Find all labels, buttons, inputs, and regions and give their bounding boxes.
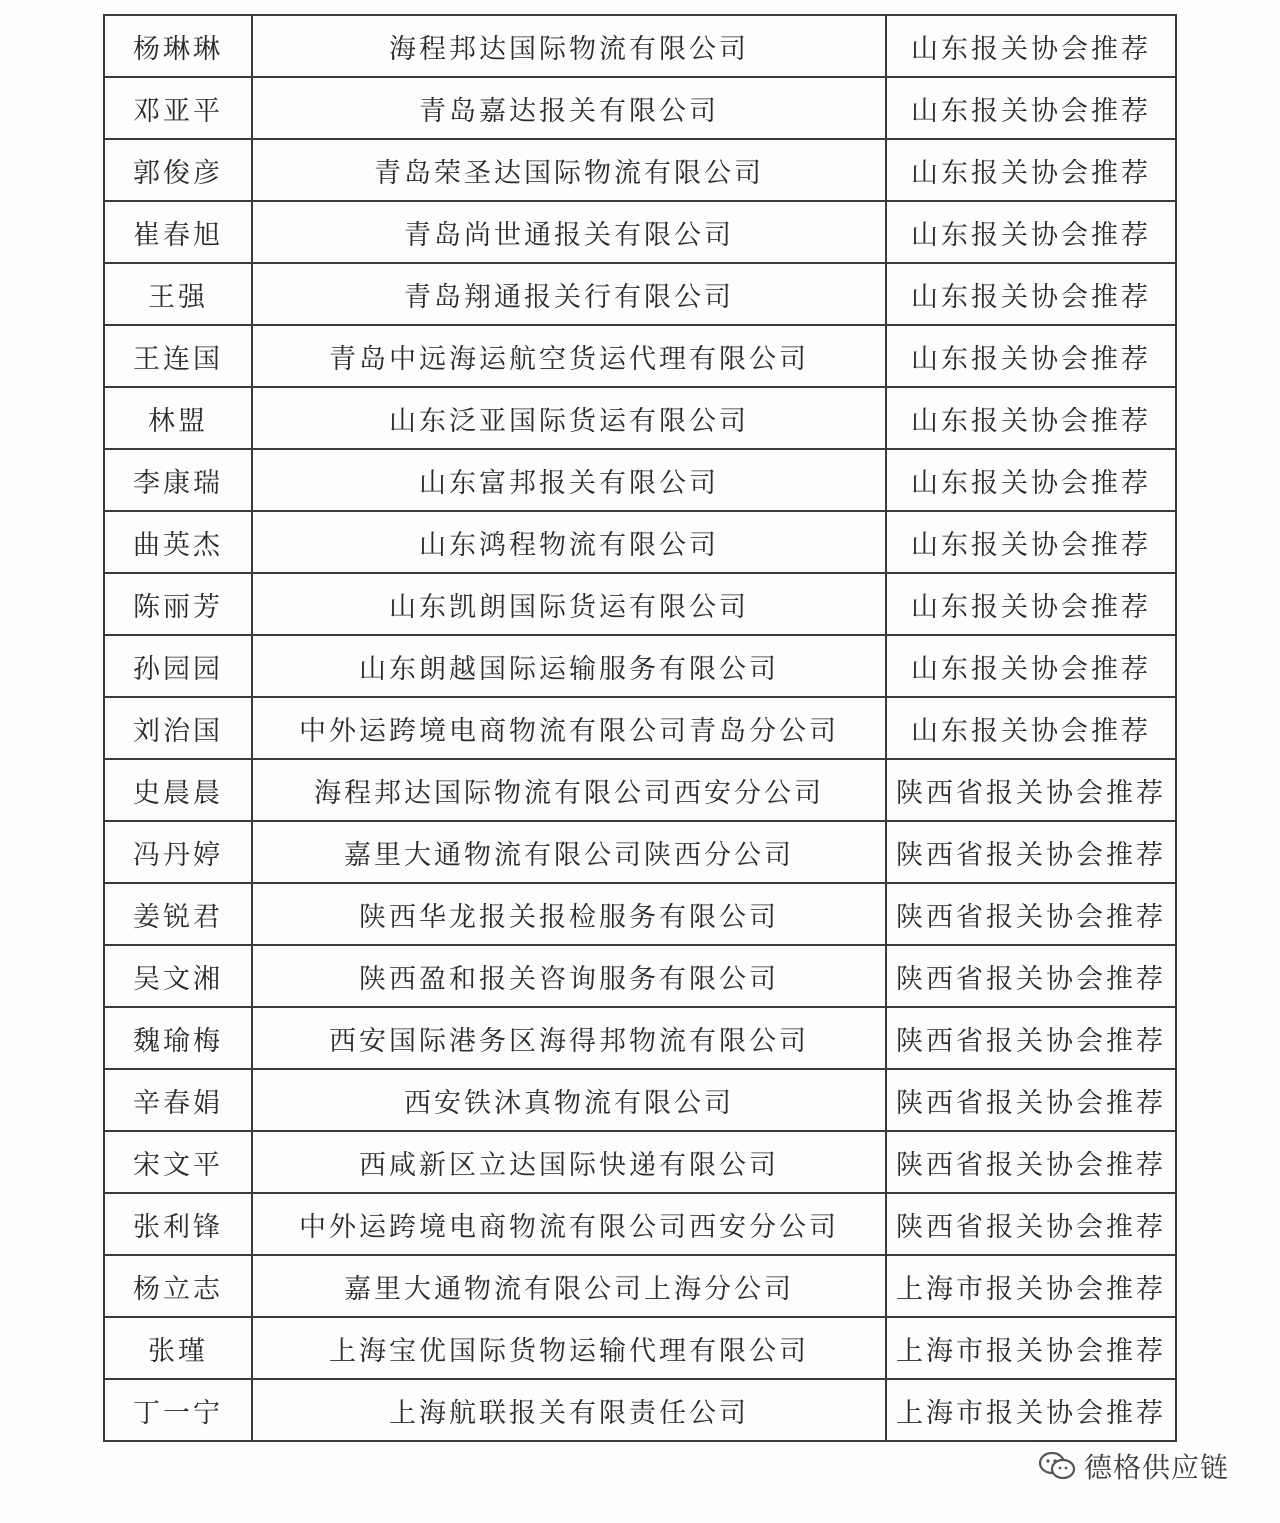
table-row <box>104 821 1176 883</box>
person-name: 王连国 <box>104 325 252 387</box>
recommender: 陕西省报关协会推荐 <box>886 1193 1176 1255</box>
person-name: 刘治国 <box>104 697 252 759</box>
company-name: 西安国际港务区海得邦物流有限公司 <box>252 1007 886 1069</box>
recommender: 陕西省报关协会推荐 <box>886 1069 1176 1131</box>
table-row <box>104 263 1176 325</box>
recommender: 山东报关协会推荐 <box>886 387 1176 449</box>
watermark-text: 德格供应链 <box>1084 1451 1230 1484</box>
table-row <box>104 573 1176 635</box>
person-name: 吴文湘 <box>104 945 252 1007</box>
company-name: 嘉里大通物流有限公司陕西分公司 <box>252 821 886 883</box>
person-name: 邓亚平 <box>104 77 252 139</box>
recommender: 陕西省报关协会推荐 <box>886 821 1176 883</box>
person-name: 魏瑜梅 <box>104 1007 252 1069</box>
table-row <box>104 325 1176 387</box>
person-name: 杨立志 <box>104 1255 252 1317</box>
wechat-icon <box>1038 1451 1076 1481</box>
company-name: 海程邦达国际物流有限公司西安分公司 <box>252 759 886 821</box>
company-name: 陕西盈和报关咨询服务有限公司 <box>252 945 886 1007</box>
recommender: 山东报关协会推荐 <box>886 139 1176 201</box>
recommender: 上海市报关协会推荐 <box>886 1255 1176 1317</box>
table-row <box>104 1131 1176 1193</box>
person-name: 宋文平 <box>104 1131 252 1193</box>
table-row <box>104 1317 1176 1379</box>
person-name: 丁一宁 <box>104 1379 252 1441</box>
recommender: 山东报关协会推荐 <box>886 573 1176 635</box>
recommender: 山东报关协会推荐 <box>886 15 1176 77</box>
person-name: 张利锋 <box>104 1193 252 1255</box>
table-row <box>104 1255 1176 1317</box>
wechat-watermark <box>1030 1442 1237 1490</box>
company-name: 山东泛亚国际货运有限公司 <box>252 387 886 449</box>
recommender: 上海市报关协会推荐 <box>886 1317 1176 1379</box>
table-row <box>104 697 1176 759</box>
table-row <box>104 511 1176 573</box>
person-name: 林盟 <box>104 387 252 449</box>
recommender: 陕西省报关协会推荐 <box>886 883 1176 945</box>
person-name: 辛春娟 <box>104 1069 252 1131</box>
company-name: 嘉里大通物流有限公司上海分公司 <box>252 1255 886 1317</box>
company-name: 海程邦达国际物流有限公司 <box>252 15 886 77</box>
company-name: 青岛尚世通报关有限公司 <box>252 201 886 263</box>
recommender: 陕西省报关协会推荐 <box>886 1007 1176 1069</box>
person-name: 张瑾 <box>104 1317 252 1379</box>
recommender: 山东报关协会推荐 <box>886 201 1176 263</box>
recommender: 山东报关协会推荐 <box>886 635 1176 697</box>
person-name: 史晨晨 <box>104 759 252 821</box>
company-name: 青岛荣圣达国际物流有限公司 <box>252 139 886 201</box>
recommender: 山东报关协会推荐 <box>886 449 1176 511</box>
table-row <box>104 635 1176 697</box>
roster-table <box>103 14 1177 1442</box>
person-name: 陈丽芳 <box>104 573 252 635</box>
company-name: 中外运跨境电商物流有限公司青岛分公司 <box>252 697 886 759</box>
person-name: 姜锐君 <box>104 883 252 945</box>
table-row <box>104 1379 1176 1441</box>
table-row <box>104 387 1176 449</box>
company-name: 山东凯朗国际货运有限公司 <box>252 573 886 635</box>
table-row <box>104 1193 1176 1255</box>
table-row <box>104 945 1176 1007</box>
person-name: 冯丹婷 <box>104 821 252 883</box>
recommender: 山东报关协会推荐 <box>886 77 1176 139</box>
roster-table-body <box>104 15 1176 1441</box>
recommender: 陕西省报关协会推荐 <box>886 759 1176 821</box>
company-name: 青岛嘉达报关有限公司 <box>252 77 886 139</box>
person-name: 崔春旭 <box>104 201 252 263</box>
company-name: 山东朗越国际运输服务有限公司 <box>252 635 886 697</box>
company-name: 青岛中远海运航空货运代理有限公司 <box>252 325 886 387</box>
company-name: 西咸新区立达国际快递有限公司 <box>252 1131 886 1193</box>
table-row <box>104 1007 1176 1069</box>
person-name: 孙园园 <box>104 635 252 697</box>
company-name: 山东富邦报关有限公司 <box>252 449 886 511</box>
person-name: 杨琳琳 <box>104 15 252 77</box>
company-name: 陕西华龙报关报检服务有限公司 <box>252 883 886 945</box>
table-row <box>104 449 1176 511</box>
table-row <box>104 15 1176 77</box>
recommender: 山东报关协会推荐 <box>886 325 1176 387</box>
company-name: 上海航联报关有限责任公司 <box>252 1379 886 1441</box>
table-row <box>104 139 1176 201</box>
table-row <box>104 77 1176 139</box>
recommender: 山东报关协会推荐 <box>886 263 1176 325</box>
recommender: 上海市报关协会推荐 <box>886 1379 1176 1441</box>
table-row <box>104 883 1176 945</box>
recommender: 陕西省报关协会推荐 <box>886 945 1176 1007</box>
company-name: 中外运跨境电商物流有限公司西安分公司 <box>252 1193 886 1255</box>
company-name: 山东鸿程物流有限公司 <box>252 511 886 573</box>
table-row <box>104 759 1176 821</box>
company-name: 上海宝优国际货物运输代理有限公司 <box>252 1317 886 1379</box>
recommender: 山东报关协会推荐 <box>886 511 1176 573</box>
company-name: 西安铁沐真物流有限公司 <box>252 1069 886 1131</box>
person-name: 郭俊彦 <box>104 139 252 201</box>
recommender: 山东报关协会推荐 <box>886 697 1176 759</box>
person-name: 曲英杰 <box>104 511 252 573</box>
company-name: 青岛翔通报关行有限公司 <box>252 263 886 325</box>
recommender: 陕西省报关协会推荐 <box>886 1131 1176 1193</box>
table-row <box>104 201 1176 263</box>
person-name: 王强 <box>104 263 252 325</box>
table-row <box>104 1069 1176 1131</box>
person-name: 李康瑞 <box>104 449 252 511</box>
